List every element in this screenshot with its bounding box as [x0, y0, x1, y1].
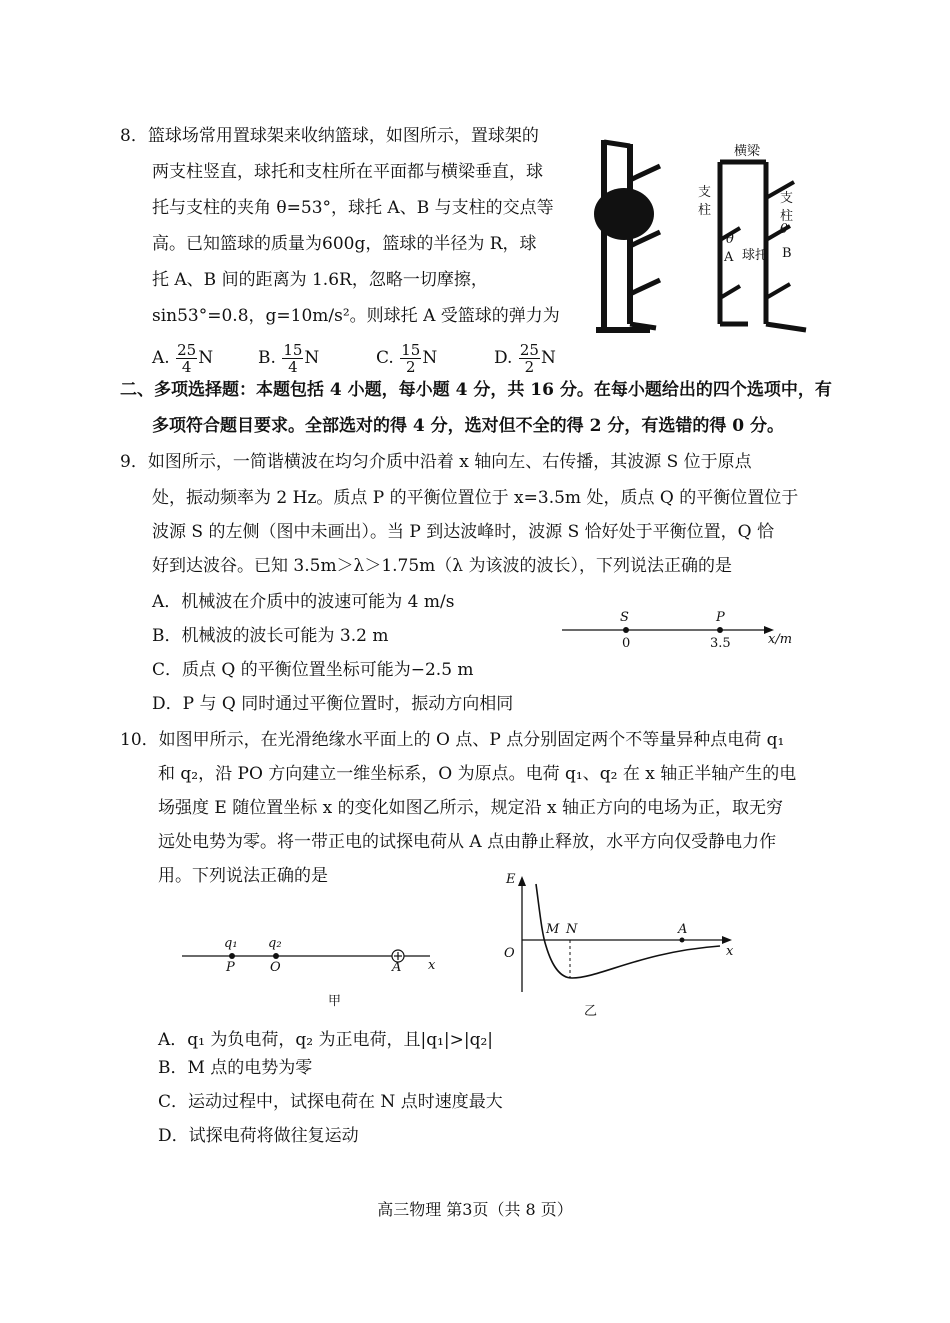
label-b: B — [782, 246, 792, 261]
q9-option-a: A．机械波在介质中的波速可能为 4 m/s — [152, 592, 455, 612]
q9-label-p: P — [716, 610, 725, 625]
q8-option-b: B. $\frac{15}{4}$ N — [258, 341, 320, 376]
q9-label-s: S — [620, 610, 629, 625]
q9-label-zero: 0 — [622, 636, 631, 651]
q8-line-5: 托 A、B 间的距离为 1.6R，忽略一切摩擦， — [152, 270, 488, 290]
yi-label-n: N — [566, 922, 578, 937]
q9-line-1: 9．如图所示，一简谐横波在均匀介质中沿着 x 轴向左、右传播，其波源 S 位于原点 — [120, 452, 752, 472]
label-post-left: 支 柱 — [698, 185, 712, 218]
q9-axis-figure — [560, 616, 780, 646]
label-beam: 横梁 — [734, 144, 761, 159]
q8-option-a: A. $\frac{25}{4}$ N — [152, 341, 214, 376]
label-holder: 球托 — [742, 248, 769, 263]
label-theta-a: θ — [726, 232, 734, 247]
q10-option-c: C．运动过程中，试探电荷在 N 点时速度最大 — [158, 1092, 503, 1112]
q9-line-3: 波源 S 的左侧（图中未画出）。当 P 到达波峰时，波源 S 恰好处于平衡位置，Q 恰 — [152, 522, 774, 542]
q10-line-3: 场强度 E 随位置坐标 x 的变化如图乙所示，规定沿 x 轴正方向的电场为正，取无穷 — [158, 798, 784, 818]
q9-option-d: D．P 与 Q 同时通过平衡位置时，振动方向相同 — [152, 694, 514, 714]
yi-label-m: M — [546, 922, 560, 937]
jia-label-o: O — [270, 960, 281, 975]
q10-line-4: 远处电势为零。将一带正电的试探电荷从 A 点由静止释放，水平方向仅受静电力作 — [158, 832, 777, 852]
q9-line-2: 处，振动频率为 2 Hz。质点 P 的平衡位置位于 x=3.5m 处，质点 Q 的平衡位置位于 — [152, 488, 799, 508]
jia-label-a: A — [392, 960, 402, 975]
q10-figure-yi — [500, 874, 740, 994]
q10-option-d: D．试探电荷将做往复运动 — [158, 1126, 359, 1146]
q8-line-2: 两支柱竖直，球托和支柱所在平面都与横梁垂直，球 — [152, 162, 543, 182]
q8-line-4: 高。已知篮球的质量为600g，篮球的半径为 R，球 — [152, 234, 537, 254]
q9-option-c: C．质点 Q 的平衡位置坐标可能为−2.5 m — [152, 660, 474, 680]
q8-line-6: sin53°=0.8，g=10m/s²。则球托 A 受篮球的弹力为 — [152, 306, 560, 326]
q9-option-b: B．机械波的波长可能为 3.2 m — [152, 626, 389, 646]
q9-label-axis: x/m — [768, 632, 793, 647]
yi-label-e: E — [506, 872, 516, 887]
yi-label-a: A — [678, 922, 688, 937]
label-a: A — [724, 250, 734, 265]
label-theta-b: θ — [780, 222, 788, 237]
q10-option-a: A．q₁ 为负电荷，q₂ 为正电荷，且|q₁|>|q₂| — [158, 1030, 494, 1050]
q10-line-5: 用。下列说法正确的是 — [158, 866, 328, 886]
section-2-heading-line-2: 多项符合题目要求。全部选对的得 4 分，选对但不全的得 2 分，有选错的得 0 分。 — [152, 416, 784, 436]
jia-label-q1: q₁ — [224, 936, 238, 951]
yi-label-x: x — [726, 944, 734, 959]
jia-label-x: x — [428, 958, 436, 973]
q9-line-4: 好到达波谷。已知 3.5m＞λ＞1.75m（λ 为该波的波长），下列说法正确的是 — [152, 556, 732, 576]
jia-caption: 甲 — [328, 994, 342, 1009]
yi-label-o: O — [504, 946, 515, 961]
q8-option-d: D. $\frac{25}{2}$ N — [494, 341, 556, 376]
q10-line-1: 10．如图甲所示，在光滑绝缘水平面上的 O 点、P 点分别固定两个不等量异种点电荷 q₁ — [120, 730, 785, 750]
page-footer: 高三物理 第3页（共 8 页） — [377, 1200, 573, 1219]
ball-rack-schematic — [690, 138, 820, 338]
jia-label-p: P — [226, 960, 235, 975]
q10-line-2: 和 q₂，沿 PO 方向建立一维坐标系，O 为原点。电荷 q₁、q₂ 在 x 轴正半轴产生的电 — [158, 764, 797, 784]
yi-caption: 乙 — [584, 1004, 598, 1019]
q9-label-3-5: 3.5 — [710, 636, 731, 651]
ball-rack-photo — [590, 134, 680, 340]
q8-line-3: 托与支柱的夹角 θ=53°，球托 A、B 与支柱的交点等 — [152, 198, 554, 218]
q8-option-c: C. $\frac{15}{2}$ N — [376, 341, 438, 376]
q8-line-1: 8．篮球场常用置球架来收纳篮球，如图所示，置球架的 — [120, 126, 539, 146]
jia-label-q2: q₂ — [268, 936, 282, 951]
q10-option-b: B．M 点的电势为零 — [158, 1058, 313, 1078]
section-2-heading-line-1: 二、多项选择题：本题包括 4 小题，每小题 4 分，共 16 分。在每小题给出的四个选项中，有 — [120, 380, 832, 400]
label-post-right: 支 柱 — [780, 191, 794, 224]
